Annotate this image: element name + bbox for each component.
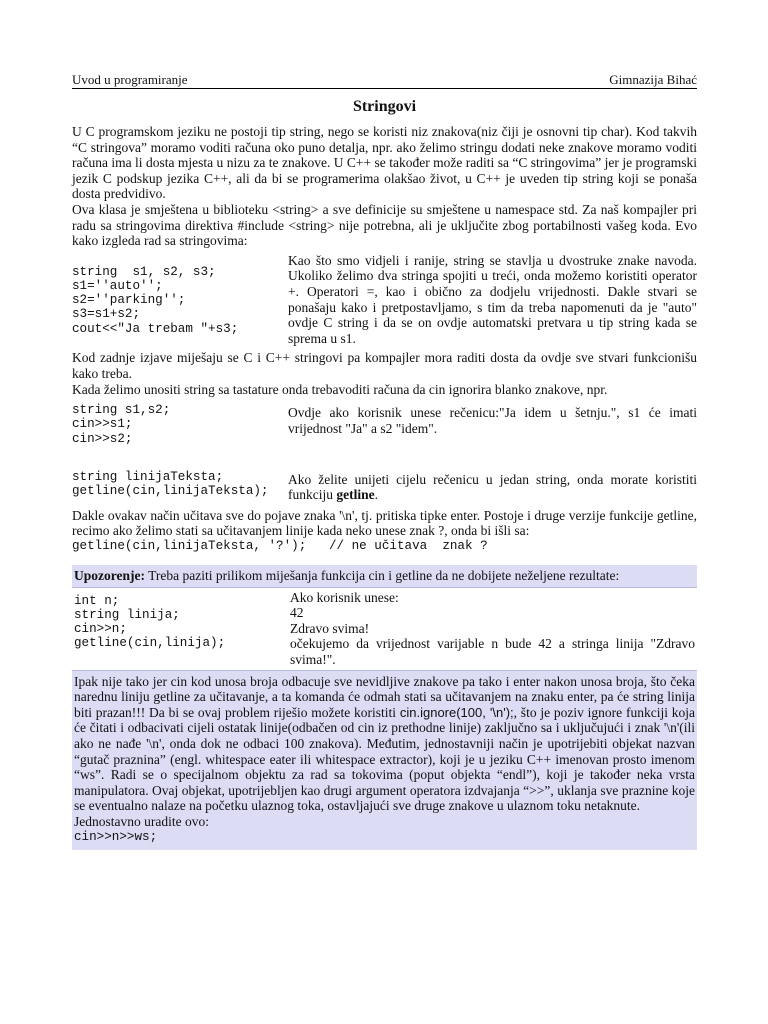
getline-paragraph: Dakle ovakav način učitava sve do pojave znaka '\n', tj. pritiska tipke enter. Postoje i druge verzije funkcije getline, recimo ako želimo stati sa učitavanjem linije kada neko unese znak ?, onda bi išli sa: bbox=[72, 507, 697, 539]
code-line: getline(cin,linijaTeksta); bbox=[72, 483, 269, 498]
header-right: Gimnazija Bihać bbox=[609, 72, 697, 87]
mid-paragraph-2: Kada želimo unositi string sa tastature onda trebavoditi računa da cin ignorira blanko znakove, npr. bbox=[72, 381, 608, 397]
warning-body: Ipak nije tako jer cin kod unosa broja odbacuje sve nevidljive znakove pa tako i enter nakon unosa broja, što čeka narednu liniju getline za učitavanje, a ta komanda će odmah stati sa učitavanjem na znaku enter, pa će string linija biti prazan!!! Da bi se ovaj problem riješio možete koristiti cin.ignore(100, '\n');, što je poziv ignore funkciji koja će čitati i odbacivati cijeli ostatak linije(odbačen od cin iz prethodne linije) zaključno sa i uključujući i znak '\n'(ili ako ne nađe '\n', onda dok ne odbaci 100 znakova). Međutim, jednostavniji način je upotrijebiti objekat nazvan “gutač praznina” (engl. whitespace eater ili whitespace extractor), koji je u jeziku C++ imenovan prosto imenom “ws”. Radi se o specijalnom objektu za rad sa tokovima (poput objekta “endl”), koji je također neka vrsta manipulatora. Ovaj objekat, upotrijebljen kao drugi argument operatora izdvajanja “>>”, uklanja sve praznine koje se eventualno nalaze na početku ulaznog toka, ostavljajući sve druge znakove u ulaznom toku netaknute. bbox=[74, 673, 695, 814]
example-getline bbox=[72, 470, 697, 503]
code-line: string linijaTeksta; bbox=[72, 469, 224, 484]
desc-concat-text: Kao što smo vidjeli i ranije, string se stavlja u dvostruke znake navoda. Ukoliko želimo dva stringa spojiti u treći, onda možemo koristiti operator +. Operatori =, kao i obično za dodjelu vrijednosti. Dakle stvari se ponašaju kako i pretpostavljamo, s tim da treba napomenuti da je "auto" ovdje C string i da se on ovdje automatski pretvara u tip string kada se sprema u s1. bbox=[288, 252, 697, 346]
warning-example bbox=[72, 587, 697, 671]
code-line: string linija; bbox=[74, 607, 180, 622]
code-line: s2=''parking''; bbox=[72, 293, 186, 308]
code-line: s1=''auto''; bbox=[72, 278, 163, 293]
header-left: Uvod u programiranje bbox=[72, 72, 188, 87]
code-block-getline bbox=[72, 470, 286, 503]
code-block-concat bbox=[72, 253, 286, 347]
desc-cin-text: Ovdje ako korisnik unese rečenicu:"Ja idem u šetnju.", s1 će imati vrijednost "Ja" a s2 "idem". bbox=[288, 405, 697, 436]
code-line: string s1, s2, s3; bbox=[72, 264, 216, 279]
document-page bbox=[72, 72, 697, 850]
code-line: cin>>n; bbox=[74, 622, 127, 637]
example-concat bbox=[72, 253, 697, 347]
inline-code-ignore: cin.ignore(100, '\n'); bbox=[399, 704, 514, 720]
desc-cin bbox=[288, 403, 697, 446]
getline-code-line: getline(cin,linijaTeksta, '?'); // ne učitava znak ? bbox=[72, 539, 488, 554]
keyword-getline: getline bbox=[336, 487, 375, 503]
warning-box bbox=[72, 565, 697, 850]
code-block-warning bbox=[72, 588, 288, 670]
code-line: s3=s1+s2; bbox=[72, 307, 141, 322]
code-line: string s1,s2; bbox=[72, 403, 171, 418]
page-header bbox=[72, 72, 697, 89]
intro-paragraph-1: U C programskom jeziku ne postoji tip string, nego se koristi niz znakova(niz čiji je osnovni tip char). Kod takvih “C stringova” moramo voditi računa oko puno detalja, npr. ako želimo stringu dodati neke znakove moramo voditi računa ima li dosta mjesta u nizu za te znakove. U C++ se također može raditi sa “C stringovima” jer je programski jezik C podskup jezika C++, ali da bi se programerima olakšao život, u C++ je uveden tip string koji se ponaša dosta predvidivo. bbox=[72, 124, 697, 202]
example-cin bbox=[72, 403, 697, 446]
desc-getline bbox=[288, 470, 697, 503]
warning-intro: Upozorenje: Treba paziti prilikom miješanja funkcija cin i getline da ne dobijete neželjene rezultate: bbox=[74, 568, 620, 584]
warning-last-code: cin>>n>>ws; bbox=[74, 829, 158, 844]
warning-last-label: Jednostavno uradite ovo: bbox=[74, 813, 209, 829]
intro-paragraph-2: Ova klasa je smještena u biblioteku <string> a sve definicije su smještene u namespace std. Za naš kompajler pri radu sa stringovima direktiva #include <string> nije potrebna, ali je uključite zbog portabilnosti vašeg koda. Evo kako izgleda rad sa stringovima: bbox=[72, 201, 697, 249]
warning-label: Upozorenje: bbox=[74, 568, 145, 584]
desc-concat bbox=[288, 253, 697, 347]
desc-getline-text: Ako želite unijeti cijelu rečenicu u jedan string, onda morate koristiti funkciju getline. bbox=[288, 471, 697, 503]
code-block-cin bbox=[72, 403, 286, 446]
code-line: cin>>s1; bbox=[72, 417, 133, 432]
code-line: getline(cin,linija); bbox=[74, 636, 226, 651]
desc-warning: Ako korisnik unese: 42 Zdravo svima! očekujemo da vrijednost varijable n bude 42 a stringa linija "Zdravo svima!". bbox=[290, 589, 695, 668]
code-line: int n; bbox=[74, 593, 120, 608]
page-title: Stringovi bbox=[352, 98, 417, 115]
code-line: cout<<"Ja trebam "+s3; bbox=[72, 321, 239, 336]
mid-paragraph-1: Kod zadnje izjave miješaju se C i C++ stringovi pa kompajler mora raditi dosta da ovdje sve stvari funkcionišu kako treba. bbox=[72, 350, 697, 381]
code-line: cin>>s2; bbox=[72, 431, 133, 446]
